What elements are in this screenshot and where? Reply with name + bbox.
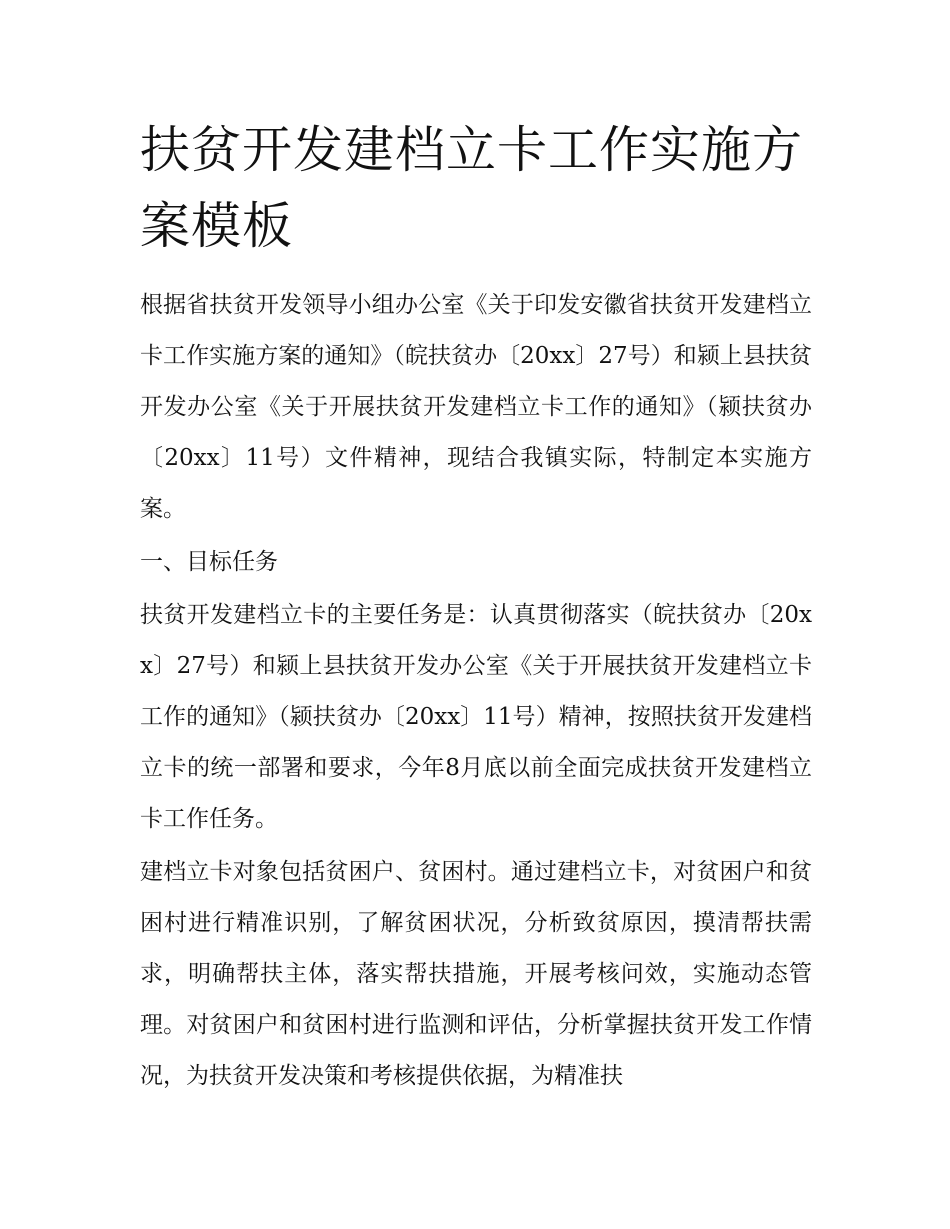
section-heading-goals: 一、目标任务: [140, 549, 278, 575]
document-title: 扶贫开发建档立卡工作实施方案模板: [140, 121, 803, 255]
target-paragraph: 建档立卡对象包括贫困户、贫困村。通过建档立卡，对贫困户和贫困村进行精准识别，了解贫困状况，分析致贫原因，摸清帮扶需求，明确帮扶主体，落实帮扶措施，开展考核问效，实施动态管理。对贫困户和贫困村进行监测和评估，分析掌握扶贫开发工作情况，为扶贫开发决策和考核提供依据，为精准扶: [140, 859, 812, 1089]
intro-paragraph: 根据省扶贫开发领导小组办公室《关于印发安徽省扶贫开发建档立卡工作实施方案的通知》（皖扶贫办〔20xx〕27号）和颍上县扶贫开发办公室《关于开展扶贫开发建档立卡工作的通知》（颍扶贫办〔20xx〕11号）文件精神，现结合我镇实际，特制定本实施方案。: [140, 292, 812, 522]
task-paragraph: 扶贫开发建档立卡的主要任务是：认真贯彻落实（皖扶贫办〔20xx〕27号）和颍上县扶贫开发办公室《关于开展扶贫开发建档立卡工作的通知》（颍扶贫办〔20xx〕11号）精神，按照扶贫开发建档立卡的统一部署和要求，今年8月底以前全面完成扶贫开发建档立卡工作任务。: [140, 602, 812, 832]
document-body: [140, 112, 812, 1104]
